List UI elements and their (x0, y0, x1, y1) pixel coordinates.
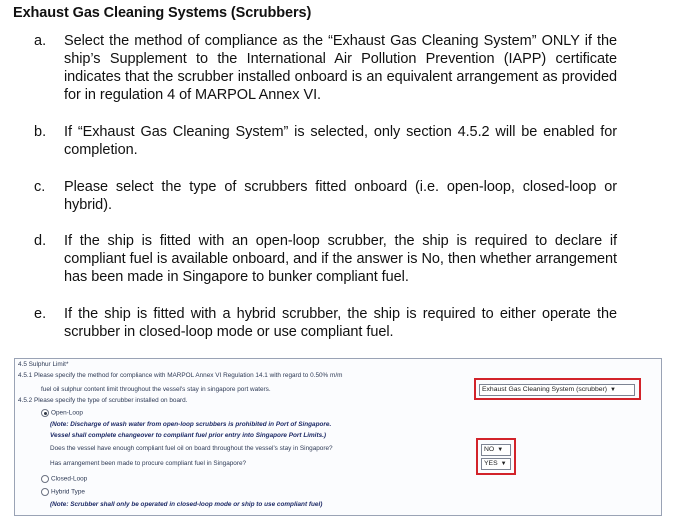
open-loop-note-cont: Vessel shall complete changeover to compliant fuel prior entry into Singapore Port Limits.) (50, 432, 327, 439)
select-value: Exhaust Gas Cleaning System (scrubber) (482, 386, 608, 393)
chevron-down-icon: ▼ (610, 387, 616, 393)
chevron-down-icon: ▼ (500, 461, 507, 467)
question-4-5-1-cont: fuel oil sulphur content limit throughout the vessel's stay in singapore port waters. (41, 386, 271, 393)
chevron-down-icon: ▼ (497, 447, 504, 453)
item-letter: a. (34, 33, 47, 49)
item-letter: c. (34, 179, 46, 195)
option-label: Closed-Loop (51, 475, 88, 483)
open-loop-note: (Note: Discharge of wash water from open-loop scrubbers is prohibited in Port of Singapore. (50, 421, 332, 428)
option-label: Hybrid Type (51, 488, 85, 496)
item-text: If “Exhaust Gas Cleaning System” is selected, only section 4.5.2 will be enabled for completion. (64, 124, 617, 158)
item-text: If the ship is fitted with a hybrid scrubber, the ship is required to either operate the scrubber in closed-loop mode or use compliant fuel. (64, 306, 617, 340)
form-screenshot (14, 358, 662, 516)
select-value: NO (484, 446, 495, 453)
highlight-box (476, 438, 516, 475)
item-letter: b. (34, 124, 47, 140)
question-4-5-1: 4.5.1 Please specify the method for compliance with MARPOL Annex VI Regulation 14.1 with regard to 0.50% m/m (18, 372, 343, 379)
hybrid-note: (Note: Scrubber shall only be operated in closed-loop mode or ship to use compliant fuel) (50, 501, 323, 508)
item-text: Please select the type of scrubbers fitted onboard (i.e. open-loop, closed-loop or hybrid). (64, 179, 617, 213)
item-text: Select the method of compliance as the “Exhaust Gas Cleaning System” ONLY if the ship’s Supplement to the International Air Pollution Prevention (IAPP) certificate indicates that the scrubber installed onboard is an equivalent arrangement as provided for in regulation 4 of MARPOL Annex VI. (64, 33, 617, 103)
radio-hybrid[interactable] (41, 488, 49, 496)
item-text: If the ship is fitted with an open-loop scrubber, the ship is required to declare if compliant fuel is available onboard, and if the answer is No, then whether arrangement has been made in Singapore to bunker compliant fuel. (64, 233, 617, 285)
option-hybrid[interactable] (41, 488, 85, 496)
question-arrangement: Has arrangement been made to procure compliant fuel in Singapore? (50, 460, 247, 467)
option-open-loop[interactable] (41, 409, 83, 417)
select-value: YES (484, 460, 498, 467)
option-label: Open-Loop (51, 409, 83, 417)
option-closed-loop[interactable] (41, 475, 87, 483)
section-title: 4.5 Sulphur Limit* (18, 361, 69, 368)
highlight-box (474, 378, 641, 400)
radio-closed-loop[interactable] (41, 475, 49, 483)
radio-open-loop[interactable] (41, 409, 49, 417)
question-4-5-2: 4.5.2 Please specify the type of scrubber installed on board. (18, 397, 188, 404)
page-title: Exhaust Gas Cleaning Systems (Scrubbers) (13, 5, 312, 21)
question-enough-fuel: Does the vessel have enough compliant fuel oil on board throughout the vessel's stay in Singapore? (50, 445, 333, 452)
item-letter: e. (34, 306, 47, 322)
item-letter: d. (34, 233, 47, 249)
